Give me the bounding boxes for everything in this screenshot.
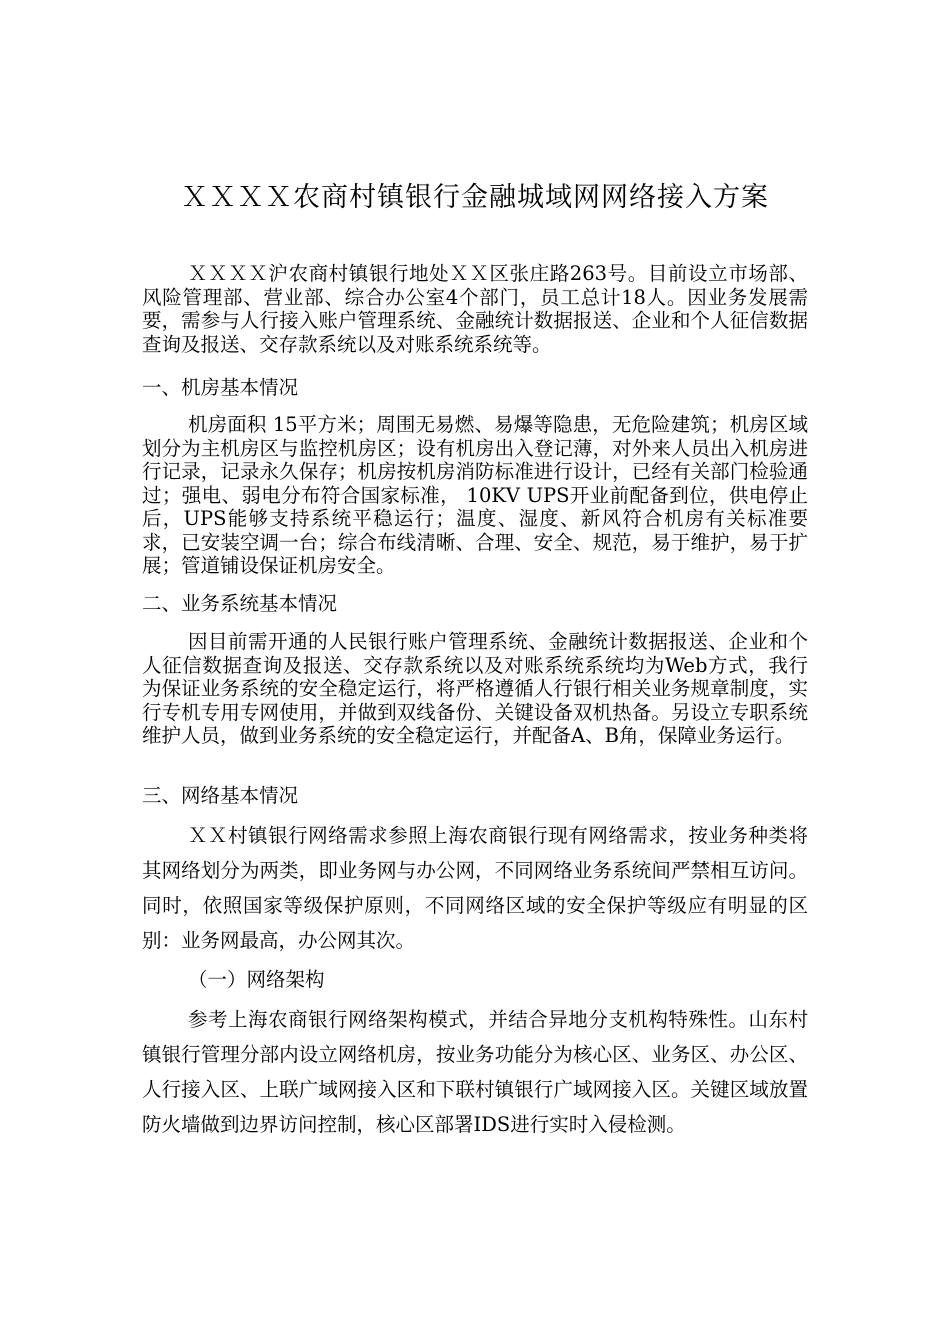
section-1-heading: 一、机房基本情况 — [142, 376, 299, 399]
section-3-heading-block — [142, 784, 808, 808]
section-2-body-block — [142, 630, 808, 748]
section-1-heading-block — [142, 376, 808, 400]
intro-block — [142, 262, 808, 356]
subsection-1-heading: （一）网络架构 — [188, 968, 325, 991]
section-3-heading: 三、网络基本情况 — [142, 784, 299, 807]
section-1-paragraph: 机房面积 15平方米；周围无易燃、易爆等隐患，无危险建筑；机房区域划分为主机房区与监控机房区；设有机房出入登记薄，对外来人员出入机房进行记录，记录永久保存；机房按机房消防标准进行设计，已经有关部门检验通过；强电、弱电分布符合国家标准， 10KV UPS开业前配备到位，供电停止后，UPS能够支持系统平稳运行；温度、湿度、新风符合机房有关标准要求，已安装空调一台；综合布线清晰、合理、安全、规范，易于维护，易于扩展；管道铺设保证机房安全。 — [142, 413, 808, 577]
section-2-heading-block — [142, 592, 808, 616]
section-2-heading: 二、业务系统基本情况 — [142, 592, 338, 615]
document-title: ＸＸＸＸ农商村镇银行金融城域网网络接入方案 — [181, 182, 769, 213]
subsection-1-body-block — [142, 1002, 808, 1142]
section-1-body-block — [142, 413, 808, 578]
section-3-body-block — [142, 818, 808, 958]
subsection-1-paragraph: 参考上海农商银行网络架构模式，并结合异地分支机构特殊性。山东村镇银行管理分部内设立网络机房，按业务功能分为核心区、业务区、办公区、人行接入区、上联广域网接入区和下联村镇银行广域网接入区。关键区域放置防火墙做到边界访问控制，核心区部署IDS进行实时入侵检测。 — [142, 1008, 808, 1136]
subsection-1-heading-block — [142, 962, 808, 997]
section-2-paragraph: 因目前需开通的人民银行账户管理系统、金融统计数据报送、企业和个人征信数据查询及报送、交存款系统以及对账系统系统均为Web方式，我行为保证业务系统的安全稳定运行，将严格遵循人行银行相关业务规章制度，实行专机专用专网使用，并做到双线备份、关键设备双机热备。另设立专职系统维护人员，做到业务系统的安全稳定运行，并配备A、B角，保障业务运行。 — [142, 630, 808, 747]
section-3-paragraph: ＸＸ村镇银行网络需求参照上海农商银行现有网络需求，按业务种类将其网络划分为两类，即业务网与办公网，不同网络业务系统间严禁相互访问。同时，依照国家等级保护原则，不同网络区域的安全保护等级应有明显的区别：业务网最高，办公网其次。 — [142, 824, 808, 952]
intro-paragraph: ＸＸＸＸ沪农商村镇银行地处ＸＸ区张庄路263号。目前设立市场部、风险管理部、营业部、综合办公室4个部门，员工总计18人。因业务发展需要，需参与人行接入账户管理系统、金融统计数据报送、企业和个人征信数据查询及报送、交存款系统以及对账系统系统等。 — [142, 262, 808, 356]
